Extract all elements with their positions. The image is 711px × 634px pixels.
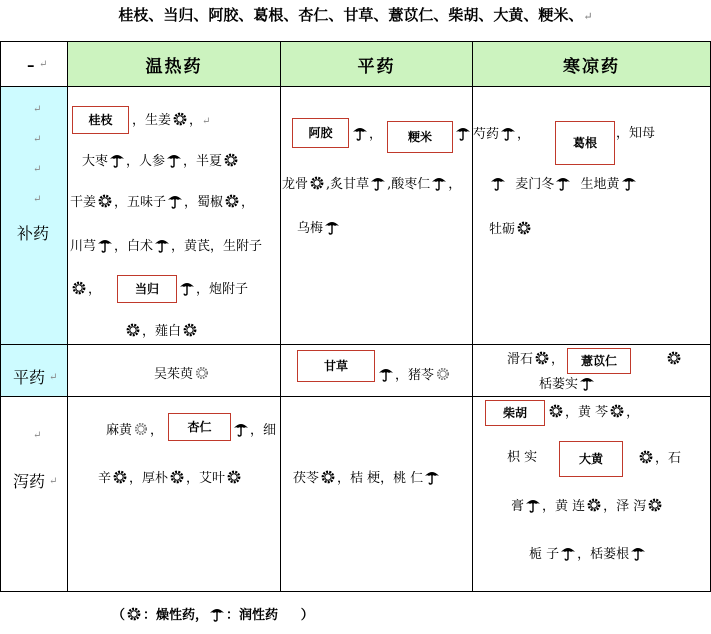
herb-text: ， (448, 177, 462, 192)
boxed-herb: 大黄 (559, 441, 623, 477)
boxed-herb: 阿胶 (292, 118, 349, 148)
title-line (0, 4, 711, 25)
boxed-herb: 粳米 (387, 121, 453, 153)
gear-icon (309, 175, 325, 191)
gear-icon (169, 469, 185, 485)
cell-purge-neutral (281, 397, 473, 592)
herb-text: ，猪苓 (395, 368, 435, 383)
row-label-neutral: 平药 (13, 368, 46, 387)
umbrella-icon (579, 375, 595, 391)
herb-text: ，石 (655, 451, 682, 466)
row-header-tonify (1, 87, 68, 345)
cell-tonify-warm (68, 87, 281, 345)
gear-icon (435, 366, 451, 382)
herb-text: 栀 子 (529, 547, 560, 562)
umbrella-icon (209, 606, 225, 622)
herb-text: 栝蒌实 (539, 377, 579, 392)
umbrella-icon (621, 175, 637, 191)
herb-text: 川芎 (70, 239, 97, 254)
herb-text: ，栝蒌根 (577, 547, 630, 562)
herb-text: ，桔 梗，桃 仁 (337, 471, 424, 486)
return-mark: ↵ (33, 430, 42, 441)
gear-icon (97, 193, 113, 209)
umbrella-icon (166, 152, 182, 168)
herb-text: ，薤白 (142, 324, 182, 339)
herb-text: ，白术 (114, 239, 154, 254)
herb-text: ,酸枣仁 (387, 177, 431, 192)
header-warm-label: 温热药 (145, 56, 203, 77)
legend-close: ） (300, 608, 314, 623)
herb-text: 乌梅 (297, 221, 324, 236)
header-neutral-label: 平药 (357, 56, 396, 77)
gear-icon (126, 606, 142, 622)
boxed-herb: 甘草 (297, 350, 375, 382)
umbrella-icon (424, 469, 440, 485)
herb-text: ， (88, 282, 102, 297)
herb-text: 茯苓 (293, 471, 320, 486)
umbrella-icon (154, 237, 170, 253)
gear-icon (133, 421, 149, 437)
umbrella-icon (179, 280, 195, 296)
herb-text: ， (517, 127, 531, 142)
gear-icon (125, 322, 141, 338)
return-mark: ↵ (202, 116, 211, 127)
return-mark: ↵ (49, 476, 58, 487)
legend-open: （ (112, 608, 126, 623)
header-warm (68, 42, 281, 87)
gear-icon (223, 152, 239, 168)
boxed-herb: 桂枝 (72, 106, 129, 134)
header-neutral (281, 42, 473, 87)
umbrella-icon (378, 366, 394, 382)
cell-purge-warm: 麻黄 ， 杏仁 ，细 辛 ，厚朴 ，艾叶 (68, 397, 281, 592)
umbrella-icon (352, 125, 368, 141)
herb-text: 牡砺 (489, 222, 516, 237)
umbrella-icon (97, 237, 113, 253)
gear-icon (516, 220, 532, 236)
herb-text: 生地黄 (580, 177, 620, 192)
herb-text: ， (369, 127, 383, 142)
header-cold-label: 寒凉药 (563, 56, 620, 77)
boxed-herb: 葛根 (555, 121, 615, 165)
return-mark: ↵ (33, 164, 42, 175)
herb-text: ，厚朴 (129, 471, 169, 486)
umbrella-icon (525, 497, 541, 513)
gear-icon (182, 322, 198, 338)
herb-text: 辛 (98, 471, 112, 486)
umbrella-icon (324, 219, 340, 235)
umbrella-icon (490, 175, 506, 191)
return-mark: ↵ (39, 59, 48, 70)
gear-icon (647, 497, 663, 513)
herb-text: ，黄 芩 (565, 405, 609, 420)
row-header-neutral (1, 345, 68, 397)
row-header-purge (1, 397, 68, 592)
gear-icon (548, 403, 564, 419)
herb-text: ，炮附子 (196, 282, 249, 297)
herb-text: ，五味子 (114, 195, 167, 210)
boxed-herb: 柴胡 (485, 400, 545, 426)
boxed-herb: 薏苡仁 (567, 348, 631, 374)
gear-icon (320, 469, 336, 485)
gear-icon (534, 350, 550, 366)
herb-text: 枳 实 (507, 450, 538, 465)
herb-text: ，泽 泻 (603, 499, 647, 514)
gear-icon (194, 365, 210, 381)
herb-text: ， (626, 405, 640, 420)
cell-neutral-warm (68, 345, 281, 397)
boxed-herb: 杏仁 (168, 413, 231, 441)
herb-text: ,炙甘草 (326, 177, 370, 192)
cell-neutral-cold: 滑石 ， 薏苡仁 栝蒌实 (473, 345, 711, 397)
gear-icon (586, 497, 602, 513)
header-cold (473, 42, 711, 87)
herb-text: ， (241, 195, 255, 210)
herb-text: ，黄 连 (542, 499, 586, 514)
herb-text: 龙骨 (282, 177, 309, 192)
gear-icon (609, 403, 625, 419)
herb-text: ，艾叶 (186, 471, 226, 486)
herb-text: 麻黄 (106, 423, 133, 438)
return-mark: ↵ (49, 372, 58, 383)
umbrella-icon (630, 545, 646, 561)
gear-icon (638, 449, 654, 465)
gear-icon (666, 350, 682, 366)
cell-neutral-neutral (281, 345, 473, 397)
umbrella-icon (431, 175, 447, 191)
herb-text: ，生姜 (132, 113, 172, 128)
gear-icon (224, 193, 240, 209)
return-mark: ↵ (33, 104, 42, 115)
gear-icon (71, 280, 87, 296)
herb-text: 麦门冬 (515, 177, 555, 192)
herb-text: ，细 (250, 423, 277, 438)
cell-tonify-neutral (281, 87, 473, 345)
gear-icon (112, 469, 128, 485)
umbrella-icon (560, 545, 576, 561)
umbrella-icon (370, 175, 386, 191)
gear-icon (172, 111, 188, 127)
corner-dash: – (27, 56, 35, 74)
cell-tonify-cold (473, 87, 711, 345)
umbrella-icon (109, 152, 125, 168)
herb-table (0, 41, 711, 592)
umbrella-icon (455, 125, 471, 141)
herb-text: 干姜 (70, 195, 97, 210)
herb-text: ，人参 (126, 154, 166, 169)
return-mark: ↵ (33, 194, 42, 205)
return-mark: ↵ (33, 134, 42, 145)
header-corner (1, 42, 68, 87)
title-herbs: 桂枝、当归、阿胶、葛根、杏仁、甘草、薏苡仁、柴胡、大黄、粳米、 (118, 6, 584, 24)
umbrella-icon (233, 421, 249, 437)
cell-purge-cold (473, 397, 711, 592)
herb-text: 滑石 (507, 352, 534, 367)
boxed-herb: 当归 (117, 275, 177, 303)
herb-text: ，半夏 (183, 154, 223, 169)
umbrella-icon (167, 193, 183, 209)
return-mark: ↵ (583, 10, 593, 23)
umbrella-icon (555, 175, 571, 191)
row-label-tonify: 补药 (17, 224, 50, 243)
gear-icon (226, 469, 242, 485)
umbrella-icon (500, 125, 516, 141)
herb-text: 芍药 (473, 127, 500, 142)
row-label-purge: 泻药 (13, 472, 46, 491)
herb-text: ，黄芪，生附子 (171, 239, 263, 254)
herb-text: ， (189, 113, 203, 128)
herb-text: 大枣 (82, 154, 109, 169)
herb-text: 吴茱萸 (154, 367, 194, 382)
herb-text: 膏 (511, 499, 525, 514)
legend-dry-label: ：燥性药， (143, 608, 209, 623)
herb-text: ，知母 (616, 126, 656, 141)
legend-moist-label: ：润性药 (226, 608, 279, 623)
herb-text: ，蜀椒 (184, 195, 224, 210)
